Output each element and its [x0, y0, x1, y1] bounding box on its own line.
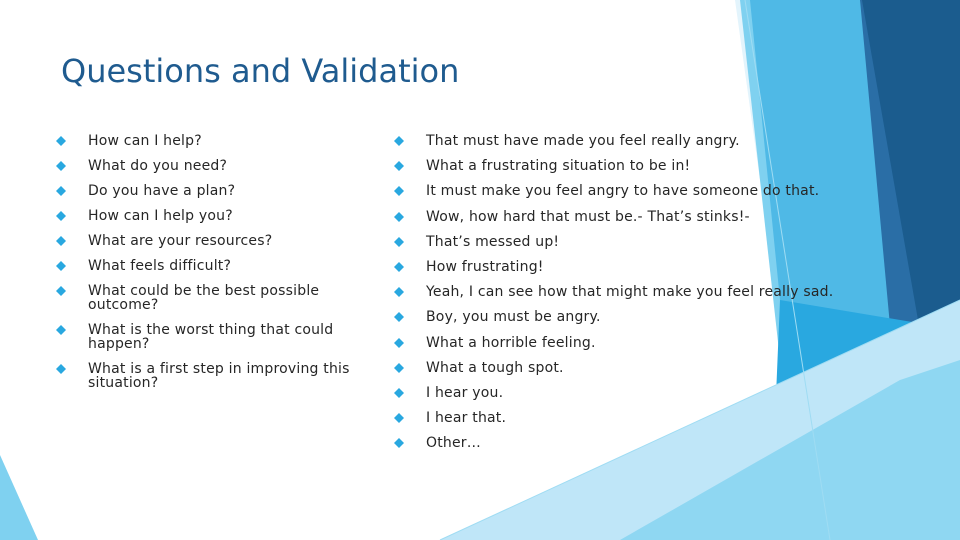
list-item-text: I hear you. [426, 384, 504, 401]
slide-title: Questions and Validation [61, 52, 460, 90]
list-item-text: Yeah, I can see how that might make you feel really sad. [426, 284, 834, 301]
diamond-bullet-icon [56, 211, 66, 221]
list-item-text: What is a first step in improving this situation? [88, 361, 350, 391]
diamond-bullet-icon [394, 338, 404, 348]
list-item [393, 134, 863, 148]
diamond-bullet-icon [394, 363, 404, 373]
questions-list [55, 134, 355, 401]
list-item [55, 362, 355, 390]
list-item [393, 310, 863, 324]
list-item [55, 234, 355, 248]
diamond-bullet-icon [394, 186, 404, 196]
list-item [393, 184, 863, 198]
list-item [393, 361, 863, 375]
list-item [55, 134, 355, 148]
list-item [393, 210, 863, 224]
diamond-bullet-icon [56, 261, 66, 271]
list-item-text: How can I help you? [88, 208, 233, 224]
diamond-bullet-icon [56, 186, 66, 196]
diamond-bullet-icon [394, 287, 404, 297]
diamond-bullet-icon [394, 136, 404, 146]
diamond-bullet-icon [394, 438, 404, 448]
list-item-text: What could be the best possible outcome? [88, 283, 320, 313]
diamond-bullet-icon [394, 388, 404, 398]
diamond-bullet-icon [56, 364, 66, 374]
list-item-text: Wow, how hard that must be.- That’s stinks!- [426, 208, 750, 225]
list-item-text: That’s messed up! [426, 233, 560, 250]
list-item-text: How frustrating! [426, 258, 544, 275]
diamond-bullet-icon [56, 236, 66, 246]
list-item [55, 184, 355, 198]
list-item-text: What feels difficult? [88, 258, 232, 274]
diamond-bullet-icon [394, 312, 404, 322]
diamond-bullet-icon [394, 413, 404, 423]
list-item-text: What do you need? [88, 158, 228, 174]
diamond-bullet-icon [56, 286, 66, 296]
list-item-text: What a horrible feeling. [426, 334, 596, 351]
list-item [55, 323, 355, 351]
list-item-text: It must make you feel angry to have someone do that. [426, 183, 820, 200]
list-item [55, 284, 355, 312]
list-item [55, 259, 355, 273]
list-item [393, 235, 863, 249]
list-item-text: What is the worst thing that could happen? [88, 322, 334, 352]
diamond-bullet-icon [56, 325, 66, 335]
diamond-bullet-icon [56, 136, 66, 146]
list-item [393, 285, 863, 299]
list-item-text: How can I help? [88, 133, 202, 149]
list-item-text: I hear that. [426, 410, 507, 427]
list-item-text: What a frustrating situation to be in! [426, 158, 691, 175]
facet-bottom-left [0, 455, 38, 540]
validations-list [393, 134, 863, 461]
list-item-text: What a tough spot. [426, 359, 564, 376]
list-item [393, 159, 863, 173]
list-item [393, 336, 863, 350]
diamond-bullet-icon [394, 237, 404, 247]
list-item-text: Other… [426, 435, 481, 452]
list-item [55, 209, 355, 223]
list-item [393, 436, 863, 450]
list-item-text: That must have made you feel really angry. [426, 133, 740, 149]
diamond-bullet-icon [394, 212, 404, 222]
diamond-bullet-icon [394, 262, 404, 272]
list-item-text: What are your resources? [88, 233, 273, 249]
list-item [393, 411, 863, 425]
list-item [393, 386, 863, 400]
list-item-text: Do you have a plan? [88, 183, 236, 199]
diamond-bullet-icon [56, 161, 66, 171]
list-item-text: Boy, you must be angry. [426, 309, 601, 326]
diamond-bullet-icon [394, 161, 404, 171]
list-item [393, 260, 863, 274]
list-item [55, 159, 355, 173]
